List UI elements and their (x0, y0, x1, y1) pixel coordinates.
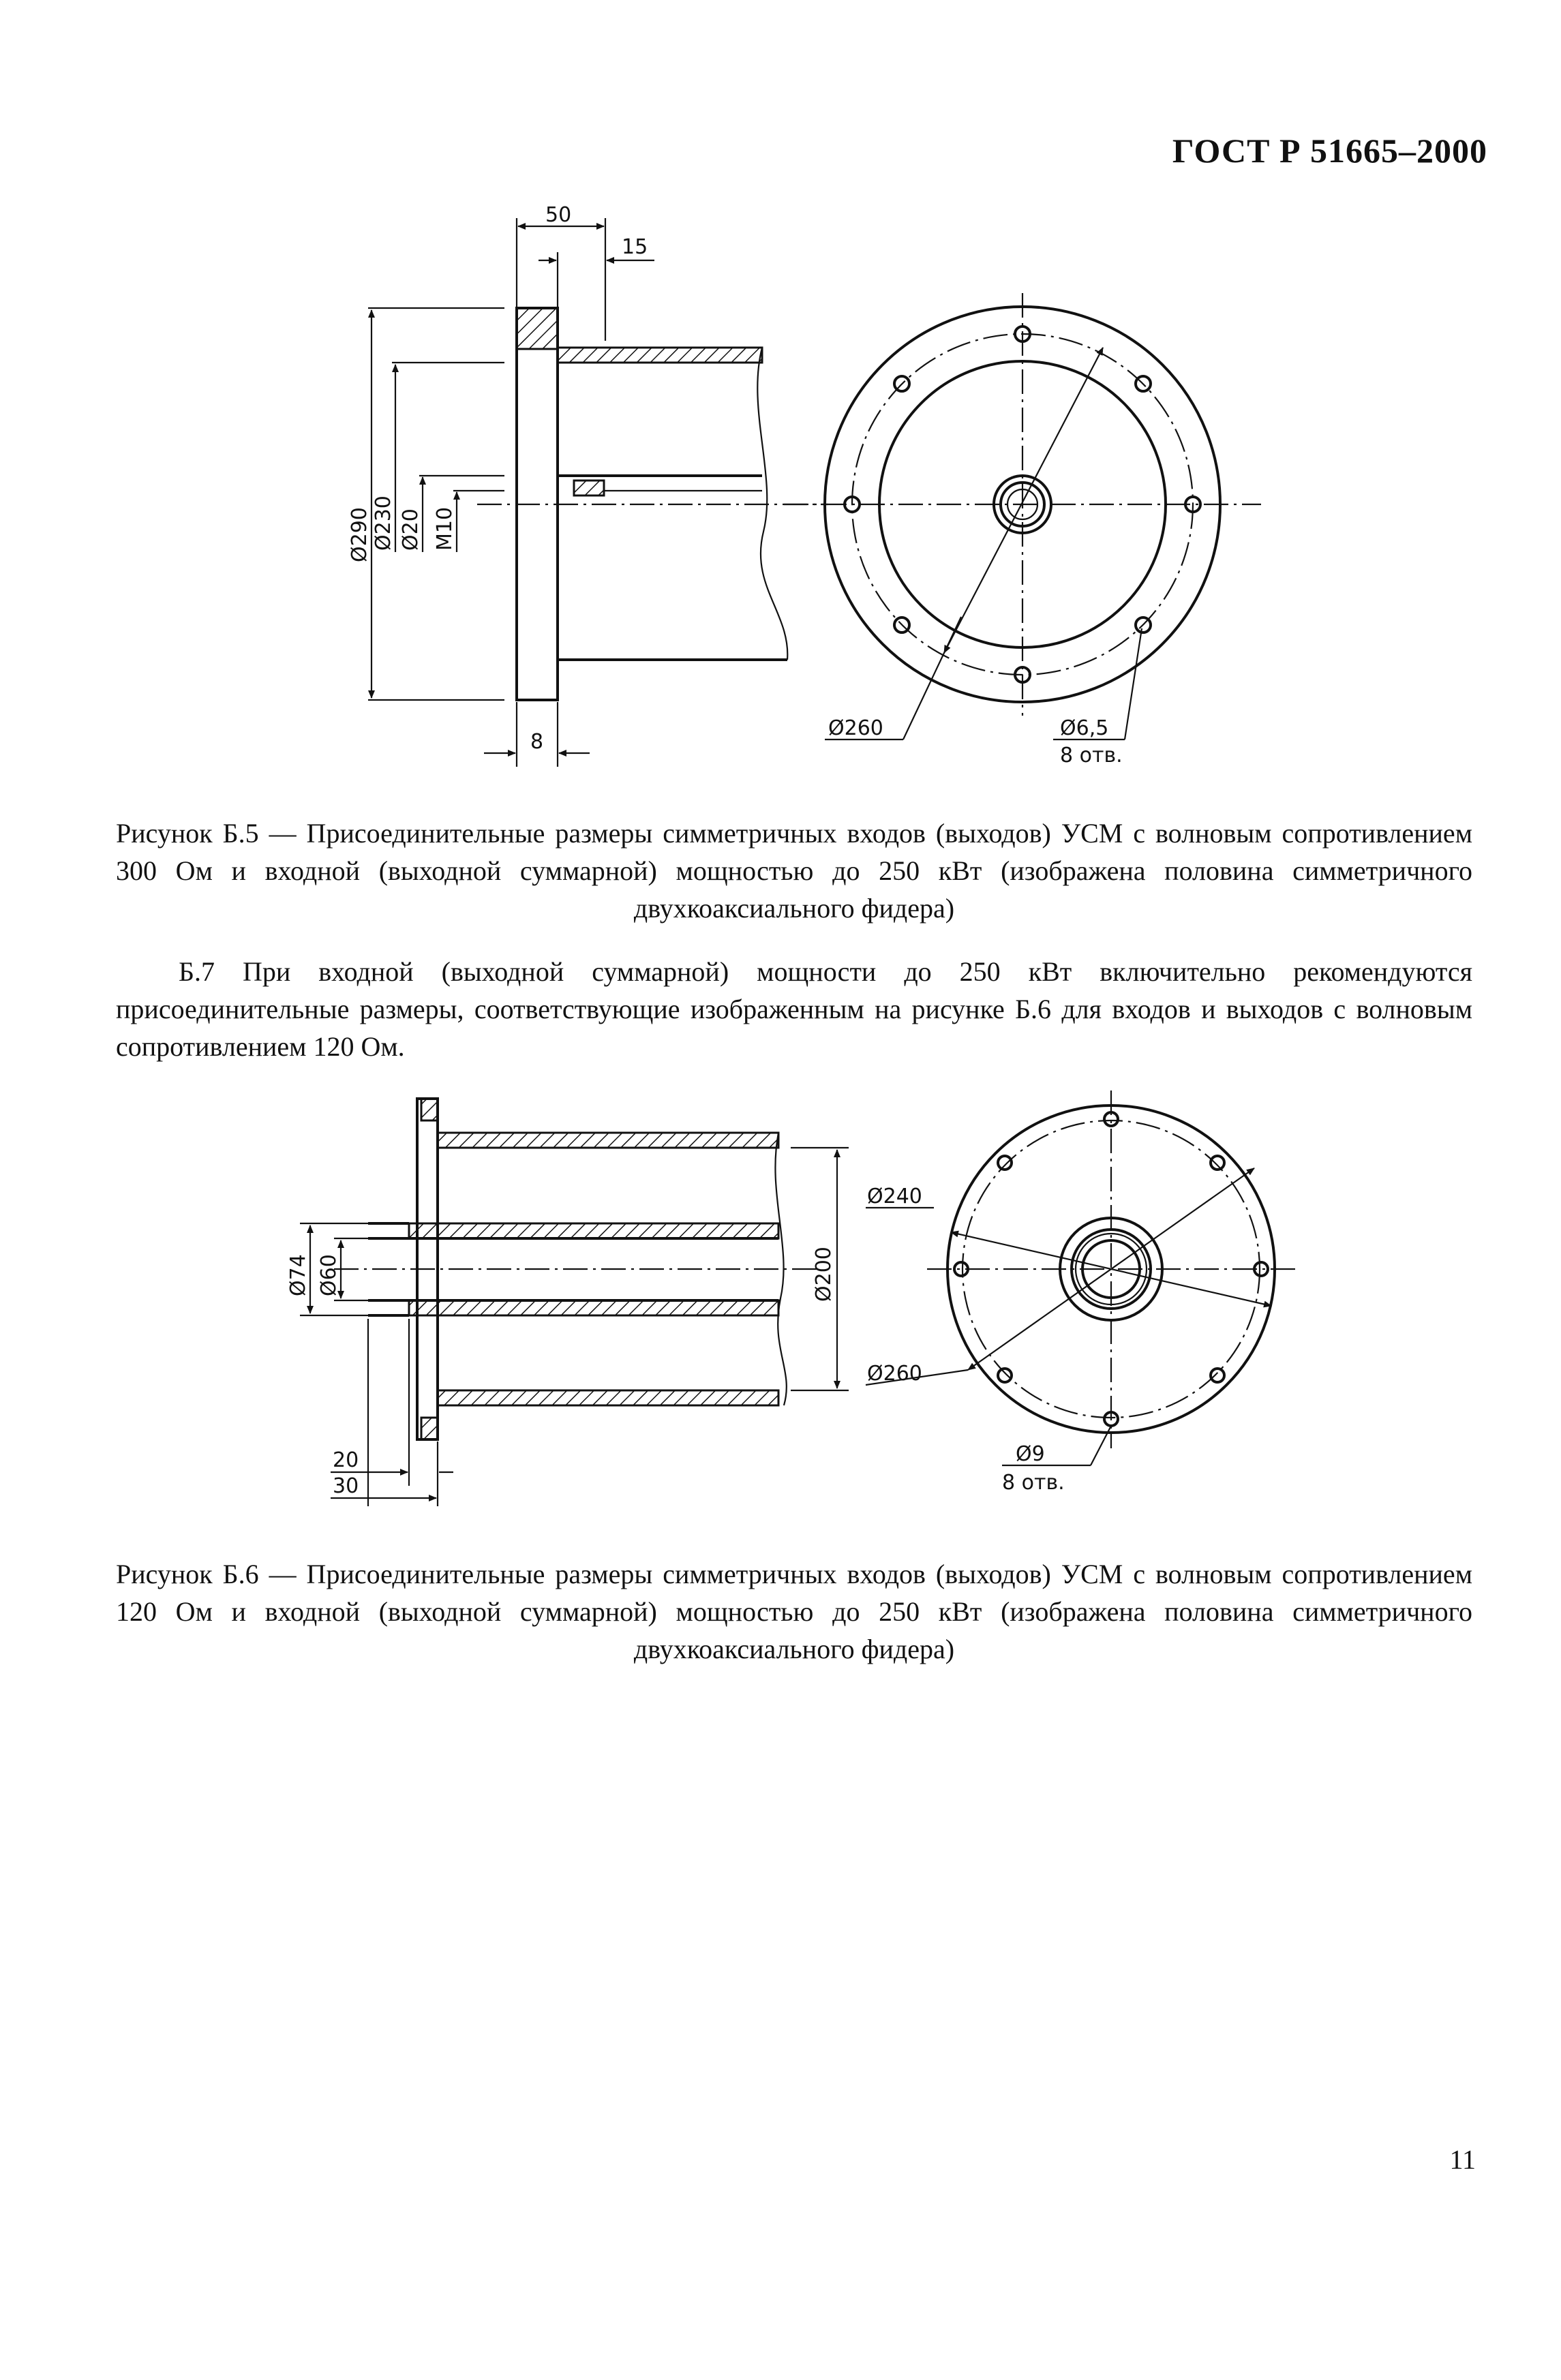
b6-front-view (866, 1090, 1295, 1495)
figure-b5-caption: Рисунок Б.5 — Присоединительные размеры симметричных входов (выходов) УСМ с волновым сопротивлением 300 Ом и входной (выходной суммарной) мощностью до 250 кВт (изображена половина симметричного двухкоаксиального фидера) (116, 818, 1472, 924)
dim-d74: Ø74 (286, 1254, 310, 1296)
b6-side-view (286, 1099, 849, 1506)
dim-20: 20 (333, 1448, 359, 1472)
dim-d240: Ø240 (867, 1185, 922, 1208)
document-header: ГОСТ Р 51665–2000 (1172, 132, 1487, 170)
figure-b6-drawing (0, 1077, 1561, 1554)
dim-b6-8-holes: 8 отв. (1002, 1471, 1065, 1495)
dim-d260: Ø260 (828, 716, 883, 740)
dim-hole-9: Ø9 (1016, 1442, 1045, 1466)
page-number: 11 (1449, 2144, 1476, 2175)
dim-d60: Ø60 (317, 1254, 341, 1296)
figure-b6-caption: Рисунок Б.6 — Присоединительные размеры симметричных входов (выходов) УСМ с волновым сопротивлением 120 Ом и входной (выходной суммарной) мощностью до 250 кВт (изображена половина симметричного двухкоаксиального фидера) (116, 1559, 1472, 1664)
paragraph-b7: Б.7 При входной (выходной суммарной) мощности до 250 кВт включительно рекомендуются присоединительные размеры, соответствующие изображенным на рисунке Б.6 для входов и выходов с волновым сопротивлением 120 Ом. (116, 956, 1472, 1062)
b5-side-view (348, 203, 828, 767)
b5-front-view (784, 293, 1261, 767)
dim-d290: Ø290 (348, 507, 372, 562)
figure-b5-drawing (0, 191, 1561, 791)
dim-d230: Ø230 (372, 495, 395, 551)
dim-50: 50 (545, 203, 572, 227)
dim-d200: Ø200 (812, 1247, 836, 1302)
dim-8-holes: 8 отв. (1060, 744, 1123, 767)
dim-15: 15 (622, 235, 648, 259)
dim-30: 30 (333, 1474, 359, 1498)
dim-8: 8 (530, 730, 544, 754)
dim-m10: M10 (433, 506, 457, 551)
dim-b6-d260: Ø260 (867, 1362, 922, 1386)
dim-d20: Ø20 (399, 508, 423, 551)
dim-hole-6-5: Ø6,5 (1060, 716, 1109, 740)
